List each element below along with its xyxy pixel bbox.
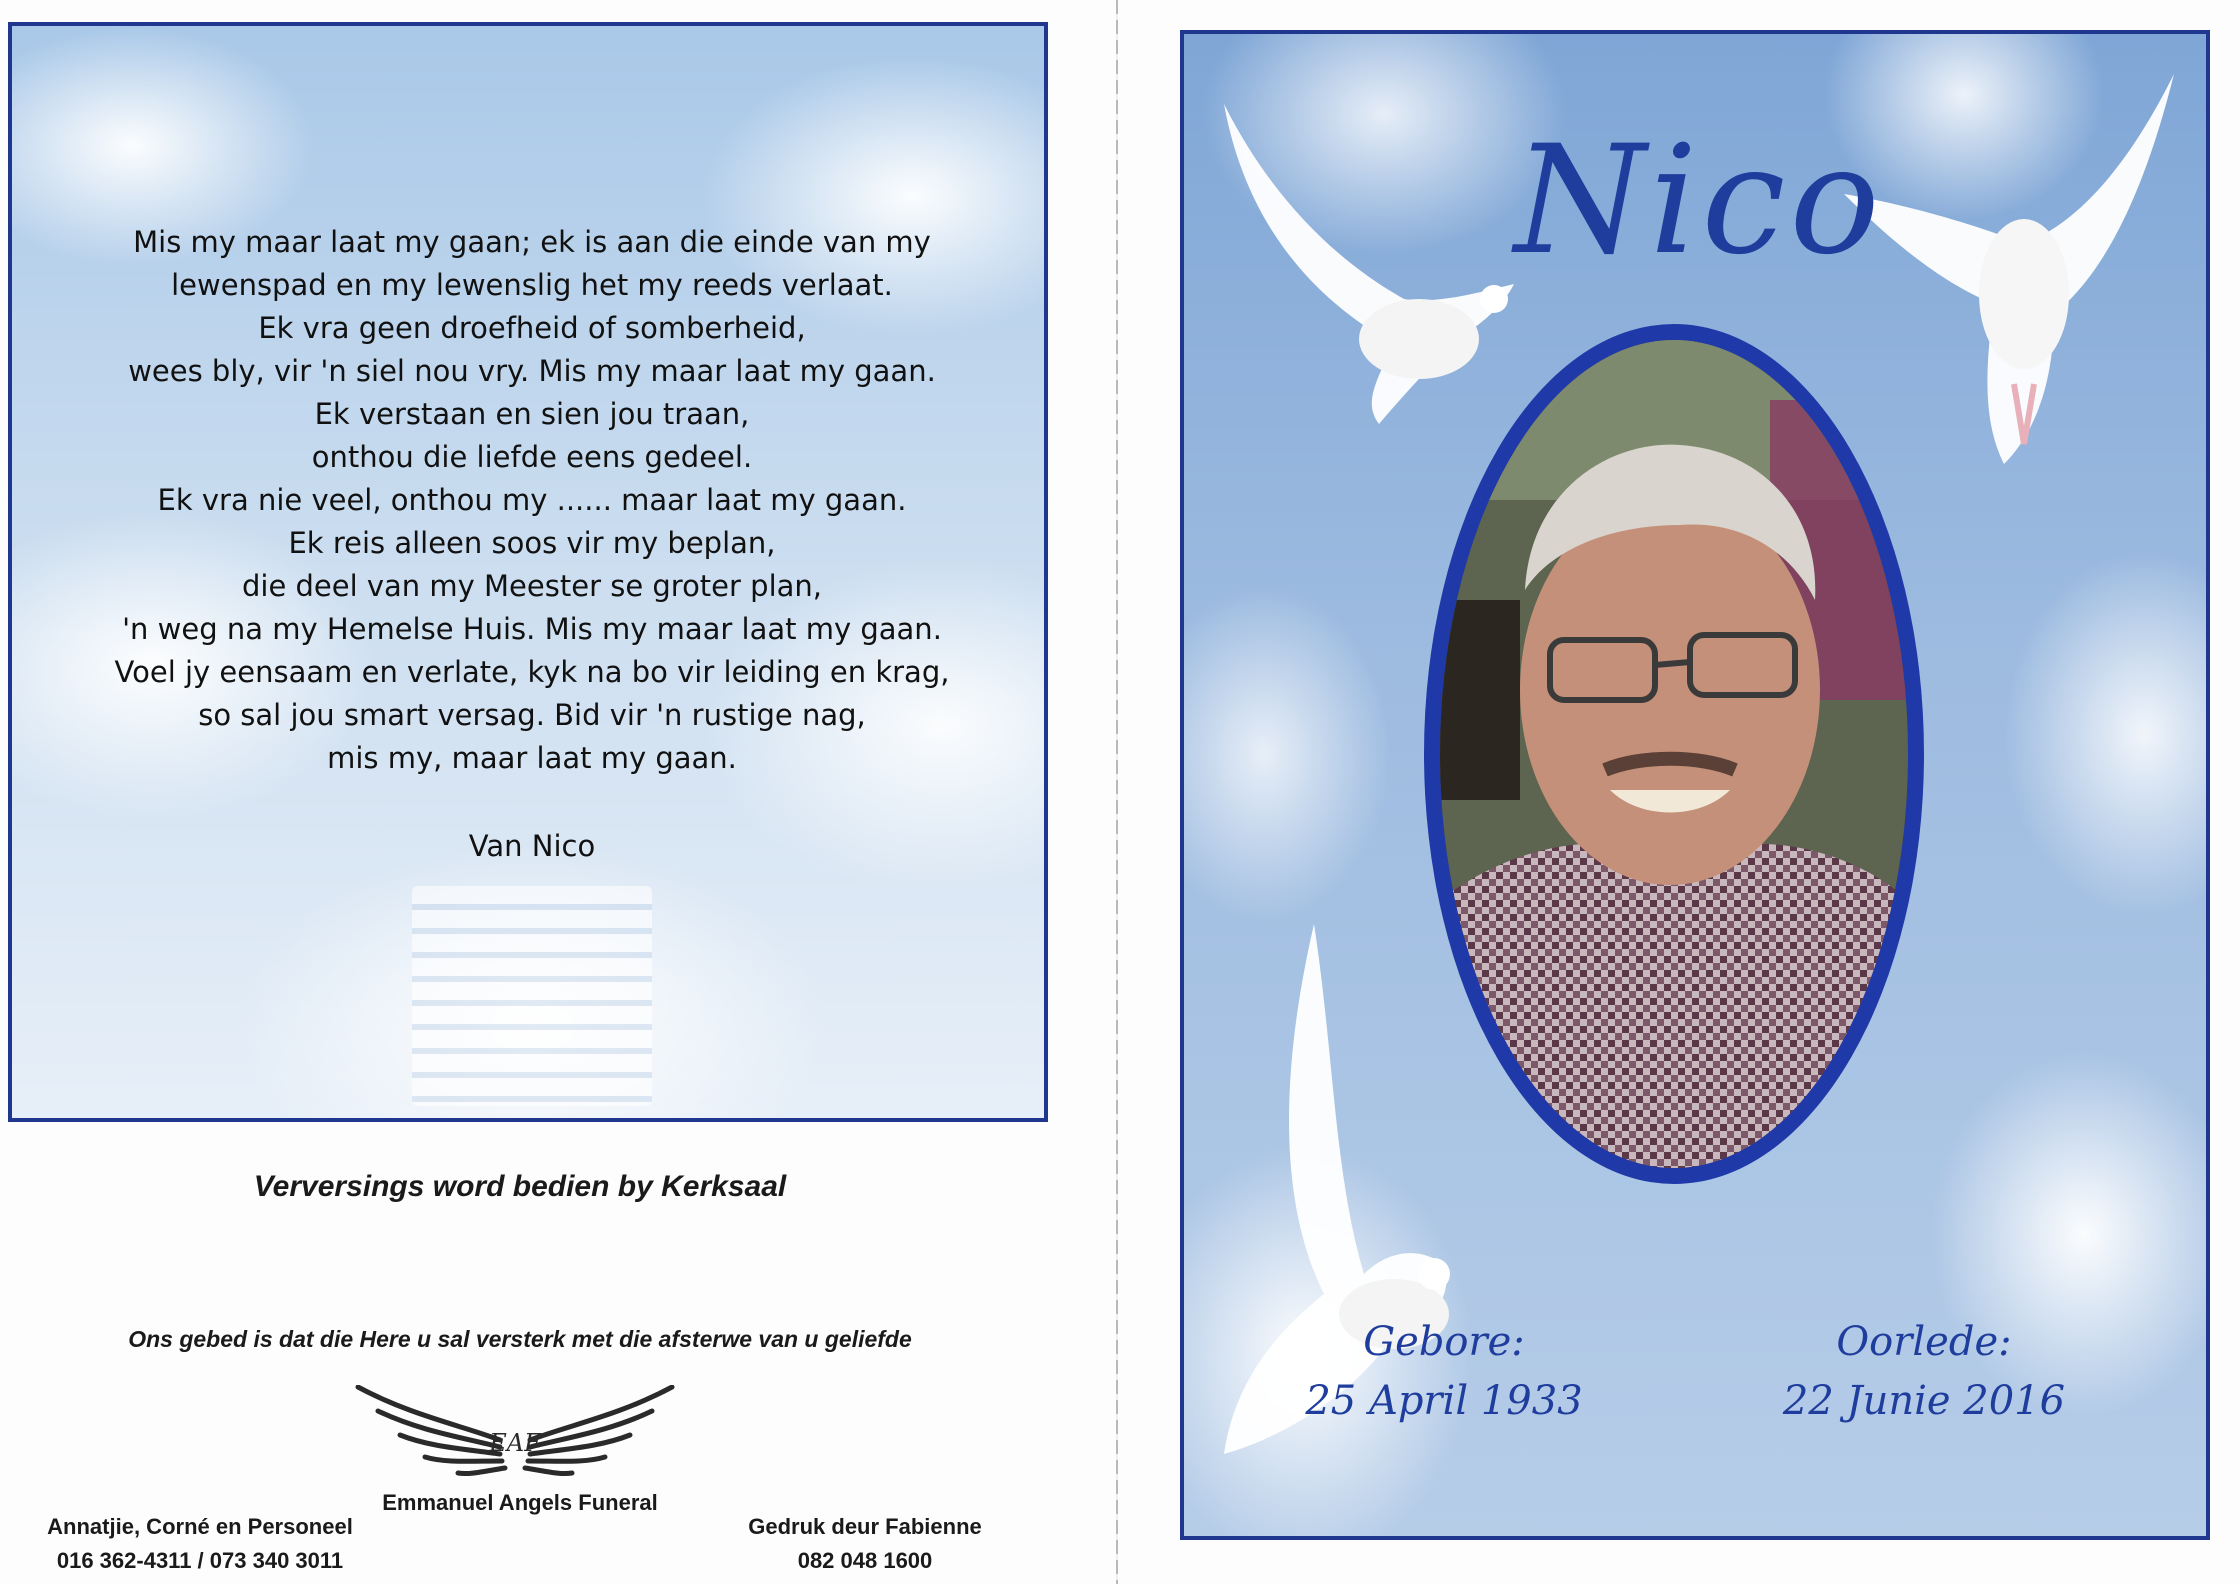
contact-left — [20, 1510, 380, 1578]
stairway-to-heaven — [412, 886, 652, 1106]
contact-right — [715, 1510, 1015, 1578]
poem — [12, 221, 1048, 780]
poem-line: so sal jou smart versag. Bid vir 'n rustige nag, — [198, 698, 866, 732]
poem-line: 'n weg na my Hemelse Huis. Mis my maar laat my gaan. — [122, 612, 942, 646]
printer-phone: 082 048 1600 — [797, 1548, 933, 1573]
portrait-photo — [1424, 324, 1924, 1184]
logo-initials: EAF — [489, 1429, 541, 1457]
poem-line: onthou die liefde eens gedeel. — [311, 440, 753, 474]
printer-name: Gedruk deur Fabienne — [748, 1514, 982, 1539]
poem-line: Mis my maar laat my gaan; ek is aan die einde van my — [133, 225, 931, 259]
poem-line: Ek vra geen droefheid of somberheid, — [258, 311, 806, 345]
poem-signoff: Van Nico — [468, 829, 596, 863]
wings-logo-icon — [350, 1385, 680, 1480]
poem-line: mis my, maar laat my gaan. — [327, 741, 737, 775]
poem-line: die deel van my Meester se groter plan, — [241, 569, 822, 603]
died-date: 22 Junie 2016 — [1782, 1378, 2066, 1424]
page-fold — [1116, 0, 1118, 1584]
contact-phones: 016 362-4311 / 073 340 3011 — [56, 1548, 344, 1573]
poem-line: Ek reis alleen soos vir my beplan, — [288, 526, 776, 560]
died-block — [1744, 1314, 2104, 1432]
born-label: Gebore: — [1363, 1319, 1525, 1365]
died-label: Oorlede: — [1836, 1319, 2012, 1365]
born-date: 25 April 1933 — [1305, 1378, 1583, 1424]
born-block — [1274, 1314, 1614, 1432]
funeral-home-name: Emmanuel Angels Funeral — [382, 1490, 658, 1515]
poem-line: wees bly, vir 'n siel nou vry. Mis my maar laat my gaan. — [128, 354, 936, 388]
refreshments-note: Verversings word bedien by Kerksaal — [253, 1170, 787, 1203]
poem-line: Voel jy eensaam en verlate, kyk na bo vir leiding en krag, — [114, 655, 950, 689]
prayer-note: Ons gebed is dat die Here u sal versterk met die afsterwe van u geliefde — [128, 1326, 912, 1352]
cover-panel — [1180, 30, 2210, 1540]
poem-panel — [8, 22, 1048, 1122]
poem-line: lewenspad en my lewenslig het my reeds verlaat. — [171, 268, 893, 302]
poem-line: Ek vra nie veel, onthou my ...... maar laat my gaan. — [157, 483, 907, 517]
poem-line: Ek verstaan en sien jou traan, — [314, 397, 750, 431]
deceased-name: Nico — [1514, 114, 1884, 288]
contact-names: Annatjie, Corné en Personeel — [47, 1514, 353, 1539]
